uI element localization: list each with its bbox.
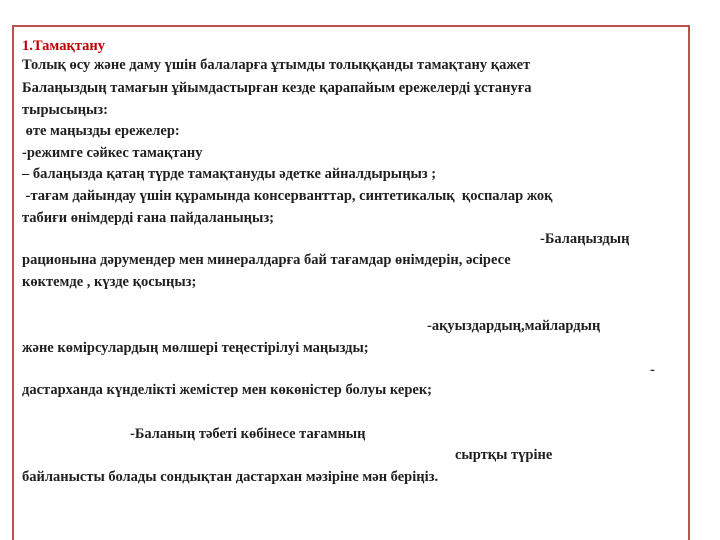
document-title: 1.Тамақтану [22, 38, 105, 54]
text-line-16: -Баланың тәбеті көбінесе тағамның [130, 426, 366, 442]
text-line-2: Балаңыздың тамағын ұйымдастырған кезде қарапайым ережелерді ұстануға [22, 80, 532, 96]
text-line-14: - [650, 362, 655, 378]
text-line-1: Толық өсу және даму үшін балаларға ұтымды толыққанды тамақтану қажет [22, 57, 531, 73]
text-line-13: және көмірсулардың мөлшері теңестірілуі маңызды; [22, 340, 369, 356]
text-line-18: байланысты болады сондықтан дастархан мәзіріне мән беріңіз. [22, 469, 439, 485]
text-line-10: рационына дәрумендер мен минералдарға бай тағамдар өнімдерін, әсіресе [22, 252, 511, 268]
text-line-7: -тағам дайындау үшін құрамында консерванттар, синтетикалық қоспалар жоқ [22, 188, 553, 204]
text-line-6: – балаңызда қатаң түрде тамақтануды әдетке айналдырыңыз ; [22, 166, 437, 182]
text-line-4: өте маңызды ережелер: [22, 123, 180, 139]
text-line-9: -Балаңыздың [540, 231, 630, 247]
text-line-17: сыртқы түріне [455, 447, 553, 463]
text-line-8: табиғи өнімдерді ғана пайдаланыңыз; [22, 210, 274, 226]
text-line-11: көктемде , күзде қосыңыз; [22, 274, 197, 290]
text-line-5: -режимге сәйкес тамақтану [22, 145, 203, 161]
text-line-15: дастарханда күнделікті жемістер мен көкөністер болуы керек; [22, 382, 433, 398]
text-line-3: тырысыңыз: [22, 102, 108, 118]
text-line-12: -ақуыздардың,майлардың [427, 318, 601, 334]
